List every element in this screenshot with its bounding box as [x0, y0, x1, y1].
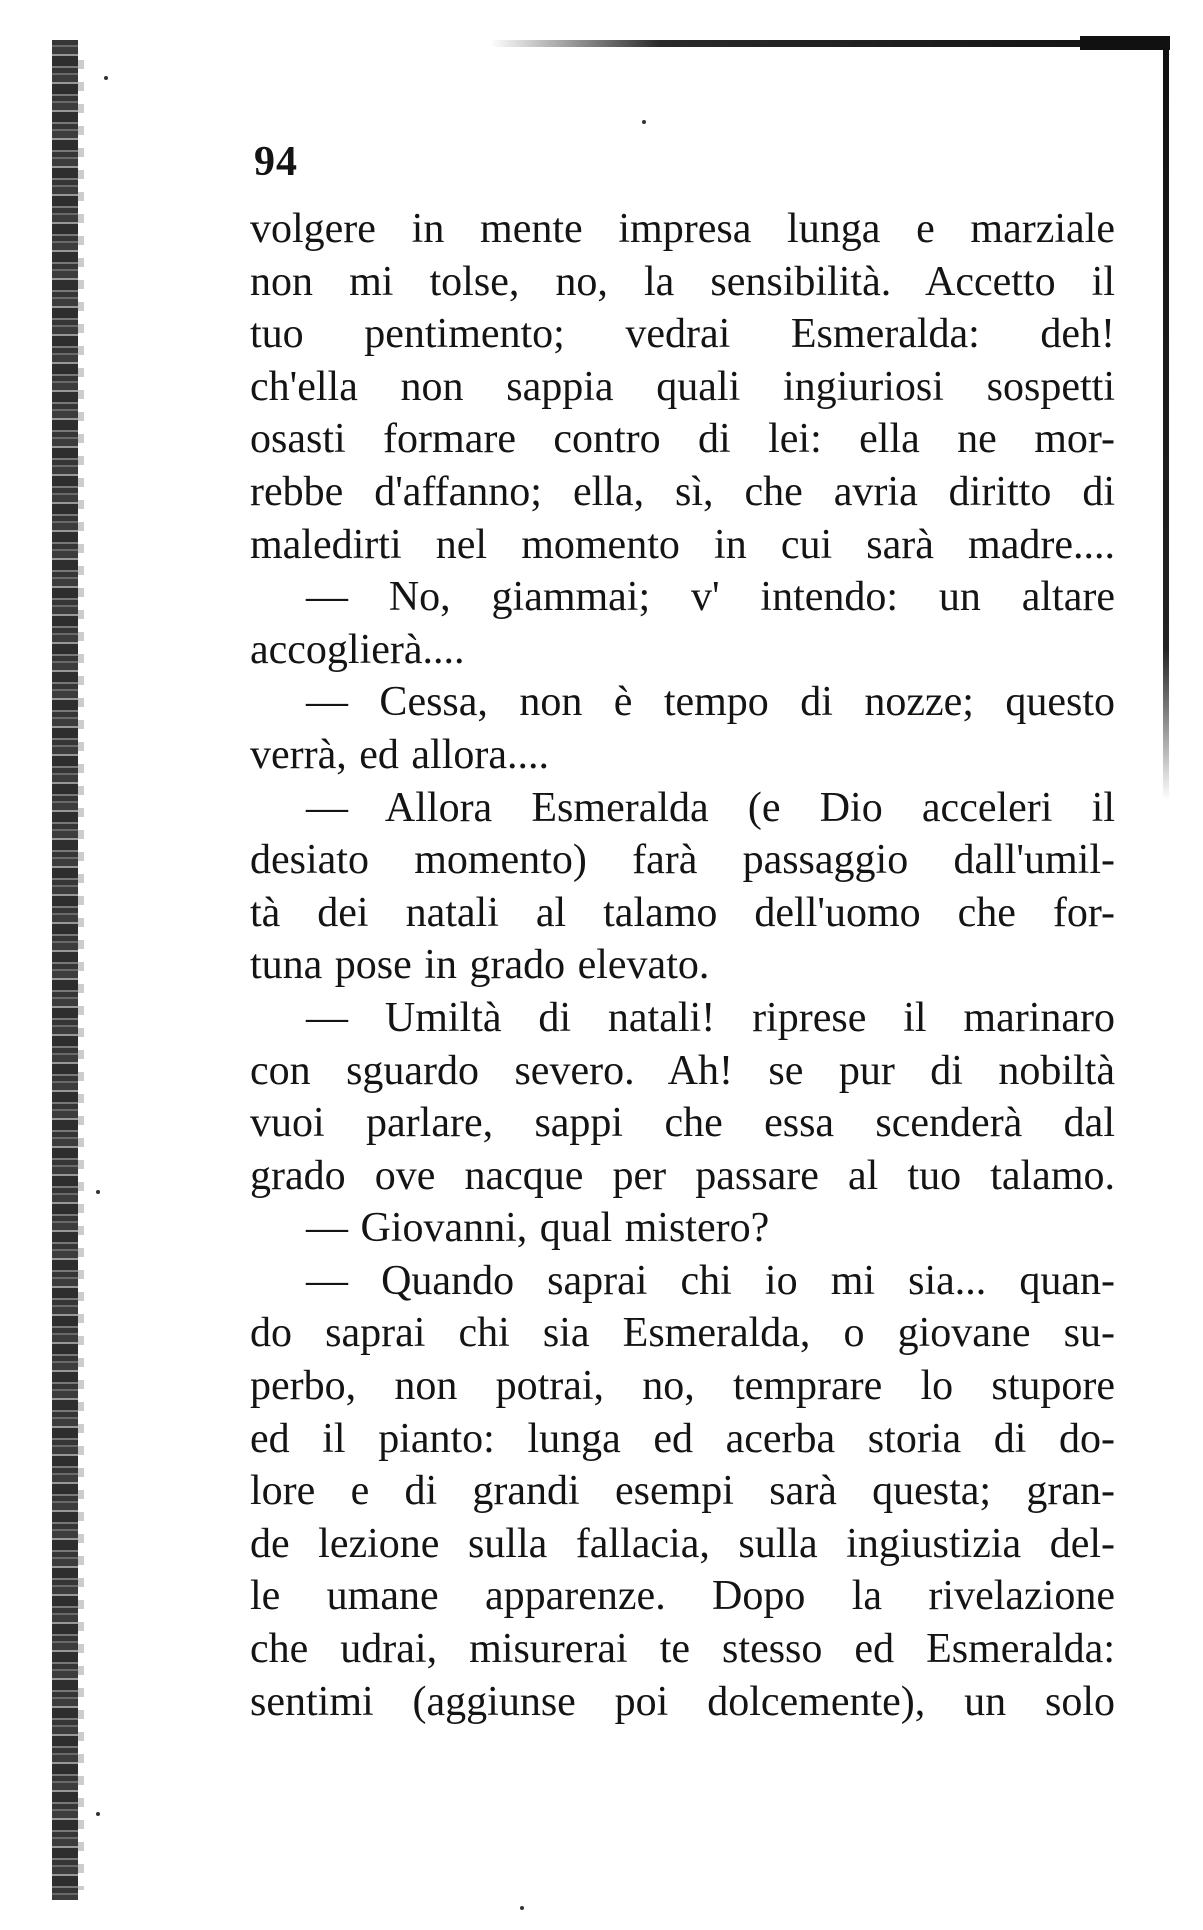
text-line: do saprai chi sia Esmeralda, o giovane su- — [250, 1310, 1115, 1357]
text-line: le umane apparenze. Dopo la rivelazione — [250, 1573, 1115, 1620]
text-line: lore e di grandi esempi sarà questa; gran- — [250, 1468, 1115, 1515]
top-border-corner — [1080, 36, 1170, 50]
right-border-rule — [1163, 40, 1169, 800]
text-line: vuoi parlare, sappi che essa scenderà dal — [250, 1100, 1115, 1147]
text-line: — No, giammai; v' intendo: un altare — [306, 574, 1115, 621]
scan-speck — [642, 120, 646, 124]
text-line: con sguardo severo. Ah! se pur di nobiltà — [250, 1047, 1115, 1094]
text-line: — Cessa, non è tempo di nozze; questo — [306, 679, 1115, 726]
top-border-rule — [490, 40, 1170, 47]
text-line: volgere in mente impresa lunga e marziale — [250, 206, 1115, 252]
scan-speck — [104, 76, 108, 80]
text-line: grado ove nacque per passare al tuo talamo. — [250, 1152, 1115, 1199]
text-line: perbo, non potrai, no, temprare lo stupore — [250, 1363, 1115, 1410]
text-line: rebbe d'affanno; ella, sì, che avria diritto di — [250, 468, 1115, 515]
scan-speck — [96, 1190, 100, 1194]
text-line: ch'ella non sappia quali ingiuriosi sospetti — [250, 363, 1115, 410]
text-line: — Umiltà di natali! riprese il marinaro — [306, 994, 1115, 1041]
text-line: tà dei natali al talamo dell'uomo che for- — [250, 889, 1115, 936]
text-line: osasti formare contro di lei: ella ne mor- — [250, 416, 1115, 463]
text-line: verrà, ed allora.... — [250, 731, 550, 778]
scan-speck — [96, 1812, 100, 1816]
body-text — [250, 203, 1115, 1728]
text-line: — Allora Esmeralda (e Dio acceleri il — [306, 784, 1115, 831]
text-line: che udrai, misurerai te stesso ed Esmeralda: — [250, 1626, 1115, 1673]
text-line: sentimi (aggiunse poi dolcemente), un solo — [250, 1678, 1115, 1725]
text-line: de lezione sulla fallacia, sulla ingiustizia del- — [250, 1520, 1115, 1567]
text-line: — Quando saprai chi io mi sia... quan- — [306, 1257, 1115, 1304]
page-number: 94 — [254, 139, 298, 185]
text-line: — Giovanni, qual mistero? — [306, 1205, 770, 1252]
text-line: ed il pianto: lunga ed acerba storia di do- — [250, 1415, 1115, 1462]
book-binding-shadow — [78, 60, 84, 1890]
text-line: tuna pose in grado elevato. — [250, 942, 710, 989]
text-line: maledirti nel momento in cui sarà madre.... — [250, 521, 1115, 568]
text-line: non mi tolse, no, la sensibilità. Accetto il — [250, 258, 1115, 305]
text-line: tuo pentimento; vedrai Esmeralda: deh! — [250, 311, 1115, 358]
text-line: desiato momento) farà passaggio dall'umil- — [250, 837, 1115, 884]
book-binding-edge — [52, 40, 78, 1900]
scan-speck — [520, 1906, 524, 1910]
text-line: accoglierà.... — [250, 626, 465, 673]
